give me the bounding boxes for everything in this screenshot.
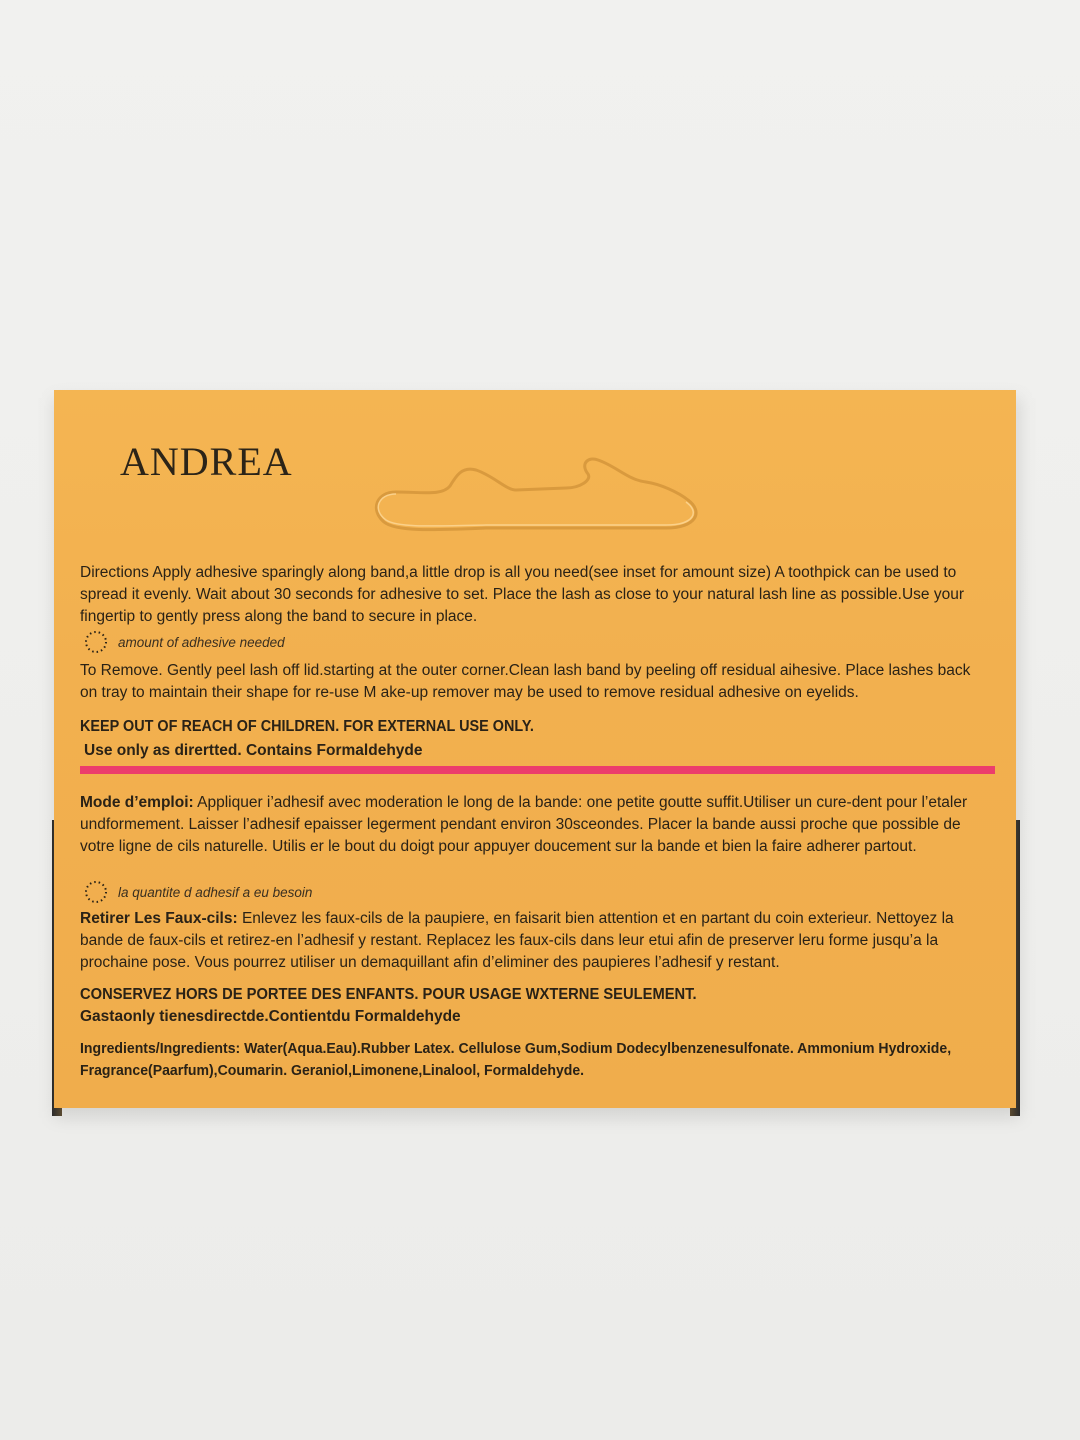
french-retirer — [80, 908, 990, 974]
adhesive-amount-icon — [84, 630, 108, 654]
adhesive-amount-icon — [84, 880, 108, 904]
package-back-card — [54, 390, 1016, 1108]
hang-tab-icon — [366, 436, 706, 536]
french-retirer-heading: Retirer Les Faux-cils: — [80, 910, 238, 927]
section-divider — [80, 766, 995, 774]
french-warning-2: Gastaonly tienesdirectde.Contientdu Formaldehyde — [80, 1008, 461, 1025]
english-warning-2: Use only as dirertted. Contains Formaldehyde — [84, 742, 423, 759]
french-mode-heading: Mode d’emploi: — [80, 794, 194, 811]
french-inset-row — [84, 880, 312, 904]
english-remove: To Remove. Gently peel lash off lid.starting at the outer corner.Clean lash band by peeling off residual aihesive. Place lashes back on tray to maintain their shape for re-use M ake-up remover may be used to remove residual adhesive on eyelids. — [80, 662, 971, 701]
english-inset-label: amount of adhesive needed — [118, 634, 285, 650]
ingredients-list: Ingredients/Ingredients: Water(Aqua.Eau).Rubber Latex. Cellulose Gum,Sodium Dodecylbenzenesulfonate. Ammonium Hydroxide, Fragrance(Paarfum),Coumarin. Geraniol,Limonene,Linalool, Formaldehyde. — [80, 1041, 952, 1079]
french-mode — [80, 792, 990, 858]
french-mode-text: Appliquer i’adhesif avec moderation le long de la bande: one petite goutte suffit.Utiliser un cure-dent pour l’etaler undformement. Laisser l’adhesif epaisser legerment pendant environ 30sceondes. Placer la bande aussi proche que possible de votre ligne de cils naturelle. Utilis er le bout du doigt pour appuyer doucement sur la bande et bien la faire adherer partout. — [80, 794, 968, 855]
english-warning-1: KEEP OUT OF REACH OF CHILDREN. FOR EXTERNAL USE ONLY. — [80, 718, 534, 735]
english-inset-row — [84, 630, 285, 654]
french-inset-label: la quantite d adhesif a eu besoin — [118, 884, 313, 900]
brand-logo: ANDREA — [120, 439, 293, 484]
french-retirer-text: Enlevez les faux-cils de la paupiere, en faisarit bien attention et en partant du coin exterieur. Nettoyez la bande de faux-cils et retirez-en l’adhesif y restant. Replacez les faux-cils dans leur etui afin de preserver leru forme jusqu’a la prochaine pose. Vous pourrez utiliser un demaquillant afin d’eliminer des paupieres l’adhesif y restant. — [80, 910, 954, 971]
english-directions: Directions Apply adhesive sparingly along band,a little drop is all you need(see inset for amount size) A toothpick can be used to spread it evenly. Wait about 30 seconds for adhesive to set. Place the lash as close to your natural lash line as possible.Use your fingertip to gently press along the band to secure in place. — [80, 564, 964, 625]
french-warning-1: CONSERVEZ HORS DE PORTEE DES ENFANTS. POUR USAGE WXTERNE SEULEMENT. — [80, 986, 697, 1003]
